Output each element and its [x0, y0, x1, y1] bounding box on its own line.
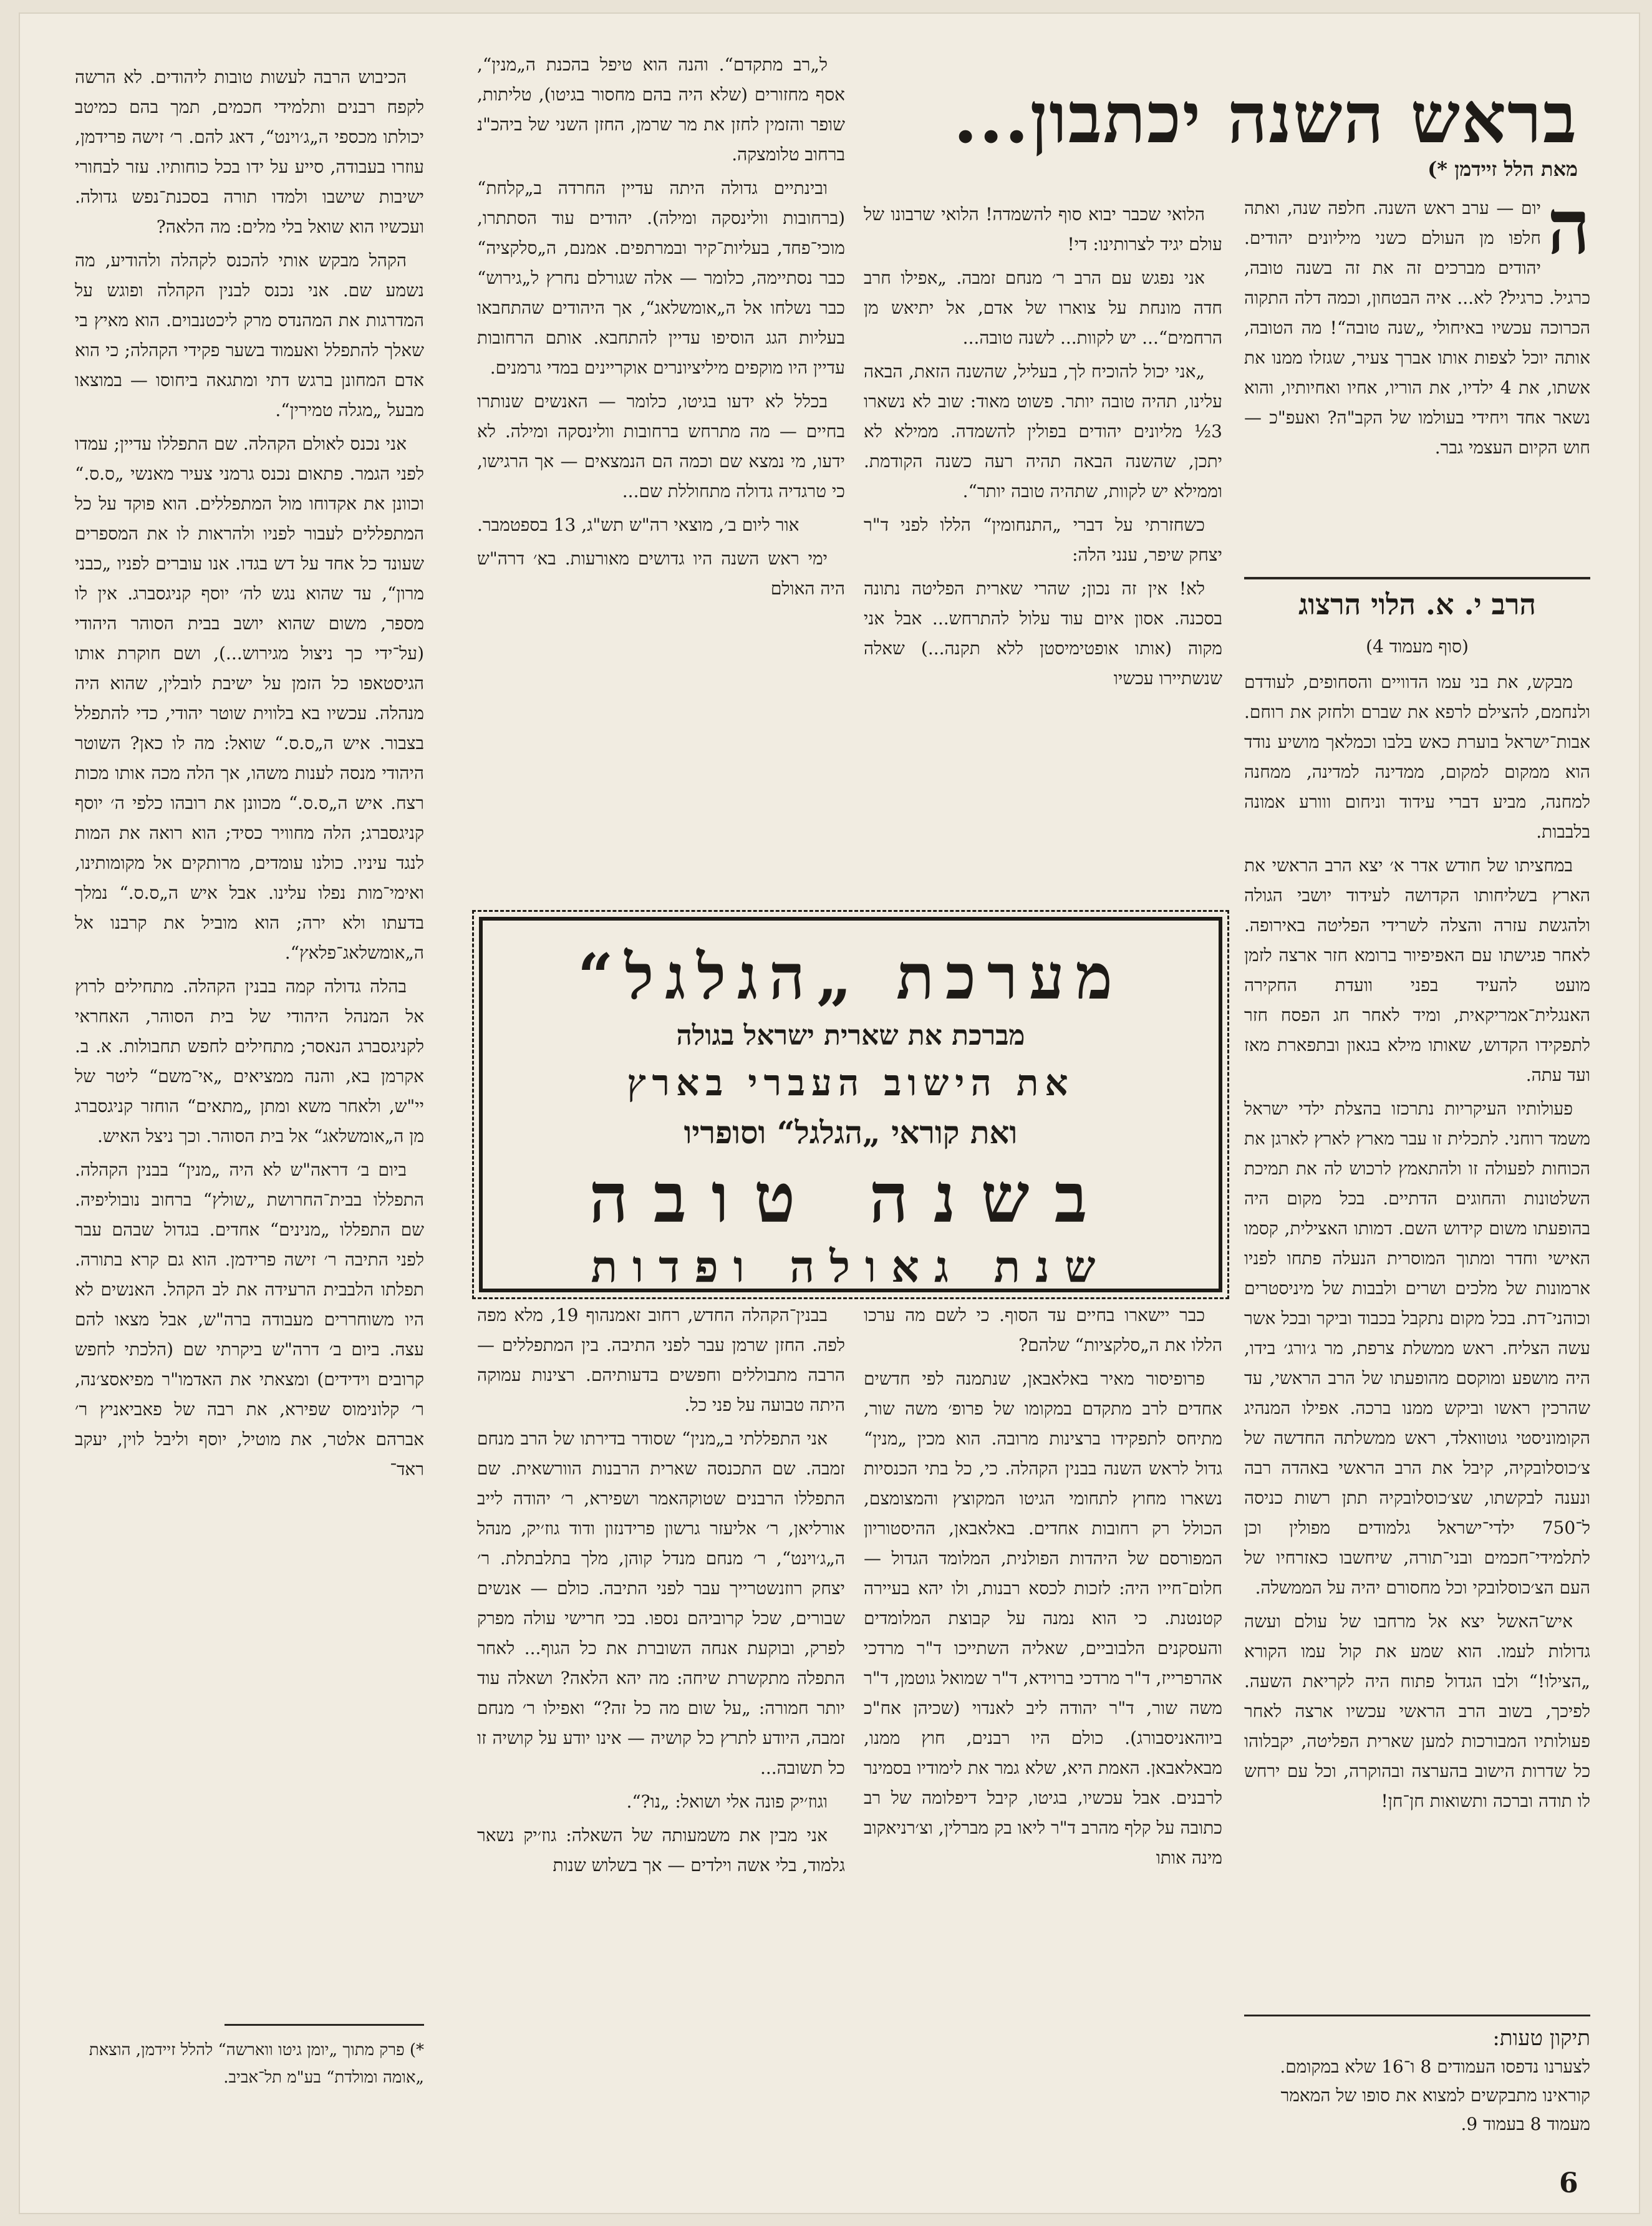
col1-paragraph-3: במחציתו של חודש אדר א׳ יצא הרב הראשי את הארץ בשליחותו הקדושה לעידוד יושבי הגולה ולהגשת עזרה והצלה לשרידי הפליטה באירופה. לאחר פגישתו עם האפיפיור ברומא חזר ארצה לזמן מועט להעיד בפני וועדת החקירה האנגלית־אמריקאית, ומיד לאחר חג הפסח חזר לתפקידו הקדוש, שאותו מילא בגאון ובתפארת מאז ועד עתה.	[1244, 855, 1590, 1085]
footnote-rule	[225, 2024, 424, 2026]
column-3-bottom	[477, 1300, 845, 2192]
col2-paragraph-3: „אני יכול להוכיח לך, בעליל, שהשנה הזאת, הבאה עלינו, תהיה טובה יותר. פשוט מאוד: שוב לא נשארו 3½ מליונים יהודים בפולין להשמדה. ממילא לא יתכן, שהשנה הבאה תהיה רעה כשנה הקודמת. וממילא יש לקוות, שתהיה טובה יותר“.	[864, 361, 1222, 501]
column-2-bottom	[864, 1300, 1222, 2192]
col1-paragraph-2: מבקש, את בני עמו הדוויים והסחופים, לעודדם ולנחמם, להצילם לרפא את שברם ולחזק את רוחם. אבות־ישראל בוערת כאש בלבו וכמלאך מושיע נודד הוא ממקום למקום, ממדינה למדינה, ממחנה למחנה, מביע דברי עידוד וניחום ווורע אמונה בלבבות.	[1244, 672, 1590, 842]
col4-paragraph-5: ביום ב׳ דראה"ש לא היה „מנין“ בבנין הקהלה. התפללו בבית־החרושת „שולץ“ ברחוב נובוליפיה. שם התפללו „מנינים“ אחדים. בגדול שבהם עבר לפני התיבה ר׳ זישה פרידמן. הוא גם קרא בתורה. תפלתו הלבבית הרעידה את לב הקהל. האנשים לא היו משוחררים מעבודה ברה"ש, אבל מצאו להם עצה. ביום ב׳ דרה"ש ביקרתי שם (הלכתי לחפש קרובים וידידים) ומצאתי את האדמו"ר מפיאסצ׳נה, ר׳ קלונימוס שפירא, את רבה של פאביאניץ ר׳ אברהם אלטר, את מוטיל, יוסף וליבל לוין, יעקב ראד־	[75, 1159, 424, 1479]
byline: מאת הלל זיידמן *)	[1427, 157, 1578, 181]
col3-date: אור ליום ב׳, מוצאי רה"ש תש"ג, 13 בספטמבר.	[477, 515, 799, 535]
col2-paragraph-2: אני נפגש עם הרב ר׳ מנחם זמבה. „אפילו חרב חדה מונחת על צוארו של אדם, אל יתיאש מן הרחמים“... יש לקוות... לשנה טובה...	[864, 268, 1222, 348]
bottom-col1-paragraph-2: פרופיסור מאיר באלאבאן, שנתמנה לפי חדשים אחדים לרב מתקדם במקומו של פרופ׳ משה שור, מתיחס לתפקידו ברצינות מרובה. הוא מכין „מנין“ גדול לראש השנה בבנין הקהלה. כי, כל בתי הכנסיות נשארו מחוץ לתחומי הגיטו המקוצץ והמצומצם, הכולל רק רחובות אחדים. באלאבאן, ההיסטוריון המפורסם של היהדות הפולנית, המלומד הגדול — חלום־חייו היה: לזכות לכסא רבנות, ולו יהא בעיירה קטנטנת. כי הוא נמנה על קבוצת המלומדים והעסקנים הלבוביים, שאליה השתייכו ד"ר מרדכי אהרפרייז, ד"ר מרדכי ברוידא, ד"ר שמואל גוטמן, ד"ר משה שור, ד"ר יהודה ליב לאנדוי (שכיהן אח"כ ביוהאניסבורג). כולם היו רבנים, חוץ ממנו, מבאלאבאן. האמת היא, שלא גמר את לימודיו בסמינר לרבנים. אבל עכשיו, בגיטו, קיבל דיפלומה של רב כתובה על קלף מהרב ד"ר ליאו בק מברלין, וצ׳רניאקוב מינה אותו	[864, 1368, 1222, 1868]
subhead: הרב י. א. הלוי הרצוג	[1298, 588, 1536, 621]
errata-title: תיקון טעות:	[1492, 2026, 1590, 2051]
column-3-top	[477, 50, 845, 904]
bottom-col2-paragraph-1: בבנין־הקהלה החדש, רחוב זאמנהוף 19, מלא מפה לפה. החזן שרמן עבר לפני התיבה. בין המתפללים — הרבה מתבוללים וחפשים בדעותיהם. רצינות עמוקה היתה טבועה על פני כל.	[477, 1305, 845, 1415]
newspaper-page	[19, 12, 1640, 2214]
greeting-line-5: בשנה טובה	[589, 1158, 1113, 1238]
column-1-top	[1244, 193, 1590, 568]
col2-paragraph-1: הלואי שכבר יבוא סוף להשמדה! הלואי שרבונו של עולם יגיד לצרותינו: די!	[864, 204, 1222, 254]
subhead-continuation: (סוף מעמוד 4)	[1366, 636, 1469, 657]
bottom-col1-paragraph-1: כבר יישארו בחיים עד הסוף. כי לשם מה ערכו הללו את ה„סלקציות“ שלהם?	[864, 1305, 1222, 1355]
column-rule	[1244, 577, 1590, 579]
col4-paragraph-2: הקהל מבקש אותי להכנס לקהלה ולהודיע, מה נשמע שם. אני נכנס לבנין הקהלה ופוגש על המדרגות את המהנדס מרק ליכטנבוים. הוא מאיץ בי שאלך להתפלל ואעמוד בשער פקידי הקהלה; כי הוא אדם המחונן ברגש דתי ומתגאה ביחוסו — במוצאו מבעל „מגלה טמירין“.	[75, 250, 424, 420]
headline: בראש השנה יכתבון...	[953, 77, 1578, 159]
errata-box	[1238, 2024, 1590, 2139]
col4-paragraph-3: אני נכנס לאולם הקהלה. שם התפללו עדיין; עמדו לפני הגמר. פתאום נכנס גרמני צעיר מאנשי „ס.ס.“ וכוונן את אקדוחו מול המתפללים. הוא פוקד על כל המתפללים לעבור לפניו ולהראות לו את המספרים שעונד כל אחד על דש בגדו. אנו עוברים לפניו „כבני מרון“, עד שהוא נגש לה׳ יוסף קניגסברג. אין לו מספר, משום שהוא יושב בבית הסוהר היהודי (על־ידי כך ניצול מגירוש...), ושם חוקרת אותו הגיסטאפו כל הזמן על ישיבת לובלין, שהוא היה מנהלה. עכשיו בא בלווית שוטר יהודי, כדי להתפלל בצבור. איש ה„ס.ס.“ שואל: מה לו כאן? השוטר היהודי מנסה לענות משהו, אך הלה מכה אותו מכות רצח. איש ה„ס.ס.“ מכוונן את רובהו כלפי ה׳ יוסף קניגסברג; הלה מחוויר כסיד; הוא רואה את המות לנגד עיניו. כולנו עומדים, מרותקים אל מקומותינו, ואימי־מות נפלו עלינו. אבל איש ה„ס.ס.“ נמלך בדעתו ולא ירה; הוא מוביל את קרבנו אל ה„אומשלאג־פלאץ“.	[75, 433, 424, 963]
greeting-line-1: מערכת „הגלגל“	[577, 940, 1124, 1014]
col1-paragraph: יום — ערב ראש השנה. חלפה שנה, ואתה חלפו מן העולם כשני מיליונים יהודים. יהודים מברכים זה את זה בשנה טובה, כרגיל. כרגיל? לא... איה הבטחון, וכמה דלה התקוה הכרוכה עכשיו באיחולי „שנה טובה“! מה הטובה, אותה יוכל לצפות אותו אברך צעיר, שגזלו ממנו את אשתו, את 4 ילדיו, את הוריו, אחיו ואחיותיו, והוא נשאר אחד ויחידי בעולמו של הקב"ה? ואעפ"כ — חוש הקיום העצמי גבר.	[1244, 198, 1590, 458]
greeting-line-2: מברכת את שארית ישראל בגולה	[676, 1020, 1025, 1052]
col3-paragraph-1: ל„רב מתקדם“. והנה הוא טיפל בהכנת ה„מנין“, אסף מחזורים (שלא היה בהם מחסור בגיטו), טליתות, שופר והזמין לחזן את מר שרמן, החזן השני של ביהכ"נ ברחוב טלומצקה.	[477, 54, 845, 165]
greeting-line-4: ואת קוראי „הגלגל“ וסופריו	[684, 1114, 1018, 1151]
page-number: 6	[1559, 2167, 1578, 2199]
column-4	[75, 62, 424, 2021]
greeting-line-3: את הישוב העברי בארץ	[627, 1062, 1075, 1104]
greeting-box	[479, 917, 1222, 1292]
drop-cap: ה	[1547, 193, 1590, 271]
bottom-col2-paragraph-2: אני התפללתי ב„מנין“ שסודר בדירתו של הרב מנחם זמבה. שם התכנסה שארית הרבנות הוורשאית. שם התפללו הרבנים שטוקהאמר ושפירא, ר׳ יהודה לייב אורליאן, ר׳ אליעזר גרשון פרידנזון ודוד גוז׳יק, מנהל ה„ג׳וינט“, ר׳ מנחם מנדל קוהן, מלך בתלבתלת. ר׳ יצחק רוזנשטרייך עבר לפני התיבה. כולם — אנשים שבורים, שכל קרוביהם נספו. בכי חרישי עולה מפרק לפרק, ובוקעת אנחה השוברת את כל הגוף... לאחר התפלה מתקשרת שיחה: מה יהא הלאה? ושאלה עוד יותר חמורה: „על שום מה כל זה?“ ואפילו ר׳ מנחם זמבה, היודע לתרץ כל קושיה — אינו יודע על קושיה זו כל תשובה...	[477, 1428, 845, 1778]
col4-paragraph-4: בהלה גדולה קמה בבנין הקהלה. מתחילים לרוץ אל המנהל היהודי של בית הסוהר, האחראי לקניגסברג הנאסר; מתחילים לחפש תחבולות. א. ב. אקרמן בא, והנה ממציאים „אי־משם“ ליטר של יי"ש, ולאחר משא ומתן „מתאים“ הוחזר קניגסברג מן ה„אומשלאג“ אל בית הסוהר. וכך ניצל האיש.	[75, 976, 424, 1146]
col1-paragraph-5: איש־האשל יצא אל מרחבו של עולם ועשה גדולות לעמו. הוא שמע את קול עמו הקורא „הצילו!“ ולבו הגדול פתוח היה לקריאת השעה. לפיכך, בשוב הרב הראשי עכשיו ארצה לאחר פעולותיו המבורכות למען שארית הפליטה, יקבלוהו כל שדרות הישוב בהערצה ובהוקרה, וכל עם ירחש לו תודה וברכה ותשואות חן־חן!	[1244, 1611, 1590, 1811]
col2-paragraph-5: לא! אין זה נכון; שהרי שארית הפליטה נתונה בסכנה. אסון איום עוד עלול להתרחש... אבל אני מקוה (אותו אופטימיסטן ללא תקנה...) שאלה שנשתיירו עכשיו	[864, 578, 1222, 689]
col3-paragraph-3: בכלל לא ידעו בגיטו, כלומר — האנשים שנותרו בחיים — מה מתרחש ברחובות וולינסקה ומילה. לא ידעו, מי נמצא שם וכמה הם הנמצאים — אך הרגישו, כי טרגדיה גדולה מתחוללת שם...	[477, 391, 845, 501]
col3-paragraph-2: ובינתיים גדולה היתה עדיין החרדה ב„קלחת“ (ברחובות וולינסקה ומילה). יהודים עוד הסתתרו, מוכי־פחד, בעליות־קיר ובמרתפים. אמנם, ה„סלקציה“ כבר נסתיימה, כלומר — אלה שגורלם נחרץ ל„גירוש“ כבר נשלחו אל ה„אומשלאג“, אך היהודים שהתחבאו בעליות הגג הוסיפו עדיין להתחבא. אותם הרחובות עדיין היו מוקפים מיליציונרים אוקריינים במדי גרמנים.	[477, 178, 845, 378]
col1-paragraph-4: פעולותיו העיקריות נתרכזו בהצלת ילדי ישראל משמד רוחני. לתכלית זו עבר מארץ לארץ לארגן את הכוחות לפעולה זו ולהתאמץ לרכוש לה את תמיכת השלטונות והחוגים הדתיים. בכל מקום היה בהופעתו משום קידוש השם. דמותו האצילית, קסמו האישי וחדר ומתוך המוסרית הנעלה פתחו לפניו ארמונות של מלכים ושרים ולבבות של מיניסטרים וכוהני־דת. בכל מקום נתקבל בכבוד וביקר ובכל אשר עשה הצליח. ראש ממשלת צרפת, מר ג׳ורג׳ בידו, היה מושפע ומוקסם מהופעתו של הרב הראשי, עד שהרכין ראשו וביקש ממנו ברכה. אפילו המנהיג הקומוניסטי גוטוואלד, ראש ממשלתה החדשה של צ׳כוסלובקיה, קיבל את הרב הראשי באהדה רבה ונענה לבקשתו, שצ׳כוסלובקיה תתן רשות כניסה ל־750 ילדי־ישראל גלמודים מפולין וכן לתלמידי־חכמים ובני־תורה, שיחשבו כאזרחיו של העם הצ׳כוסלובקי וכל מחסורם יהיה על הממשלה.	[1244, 1098, 1590, 1598]
greeting-line-6: שנת גאולה ופדות	[591, 1241, 1111, 1292]
col4-paragraph-1: הכיבוש הרבה לעשות טובות ליהודים. לא הרשה לקפח רבנים ותלמידי חכמים, תמך בהם כמיטב יכולתו מכספי ה„ג׳וינט“, דאג להם. ר׳ זישה פרידמן, עוזרו בעבודה, סייע על ידו בכל כוחותיו. עזר לבחורי ישיבות שישבו ולמדו תורה בסכנת־נפש גדולה. ועכשיו הוא שואל בלי מלים: מה הלאה?	[75, 67, 424, 237]
col3-paragraph-4: ימי ראש השנה היו גדושים מאורעות. בא׳ דרה"ש היה האולם	[477, 548, 845, 599]
column-2-top	[864, 200, 1222, 904]
column-1-body	[1244, 667, 1590, 2008]
col2-paragraph-4: כשחזרתי על דברי „התנחומין“ הללו לפני ד"ר יצחק שיפר, ענני הלה:	[864, 515, 1222, 565]
errata-rule	[1244, 2015, 1590, 2016]
errata-text: לצערנו נדפסו העמודים 8 ו־16 שלא במקומם. קוראינו מתבקשים למצוא את סופו של המאמר מעמוד 8 בעמוד 9.	[1280, 2056, 1590, 2134]
bottom-col2-paragraph-4: אני מבין את משמעותה של השאלה: גוז׳יק נשאר גלמוד, בלי אשה וילדים — אך בשלוש שנות	[477, 1825, 845, 1875]
footnote: *) פרק מתוך „יומן גיטו ווארשה“ להלל זיידמן, הוצאת „אומה ומולדת“ בע"מ תל־אביב.	[89, 2041, 424, 2087]
bottom-col2-paragraph-3: וגוז׳יק פונה אלי ושואל: „נו?“.	[626, 1791, 828, 1812]
